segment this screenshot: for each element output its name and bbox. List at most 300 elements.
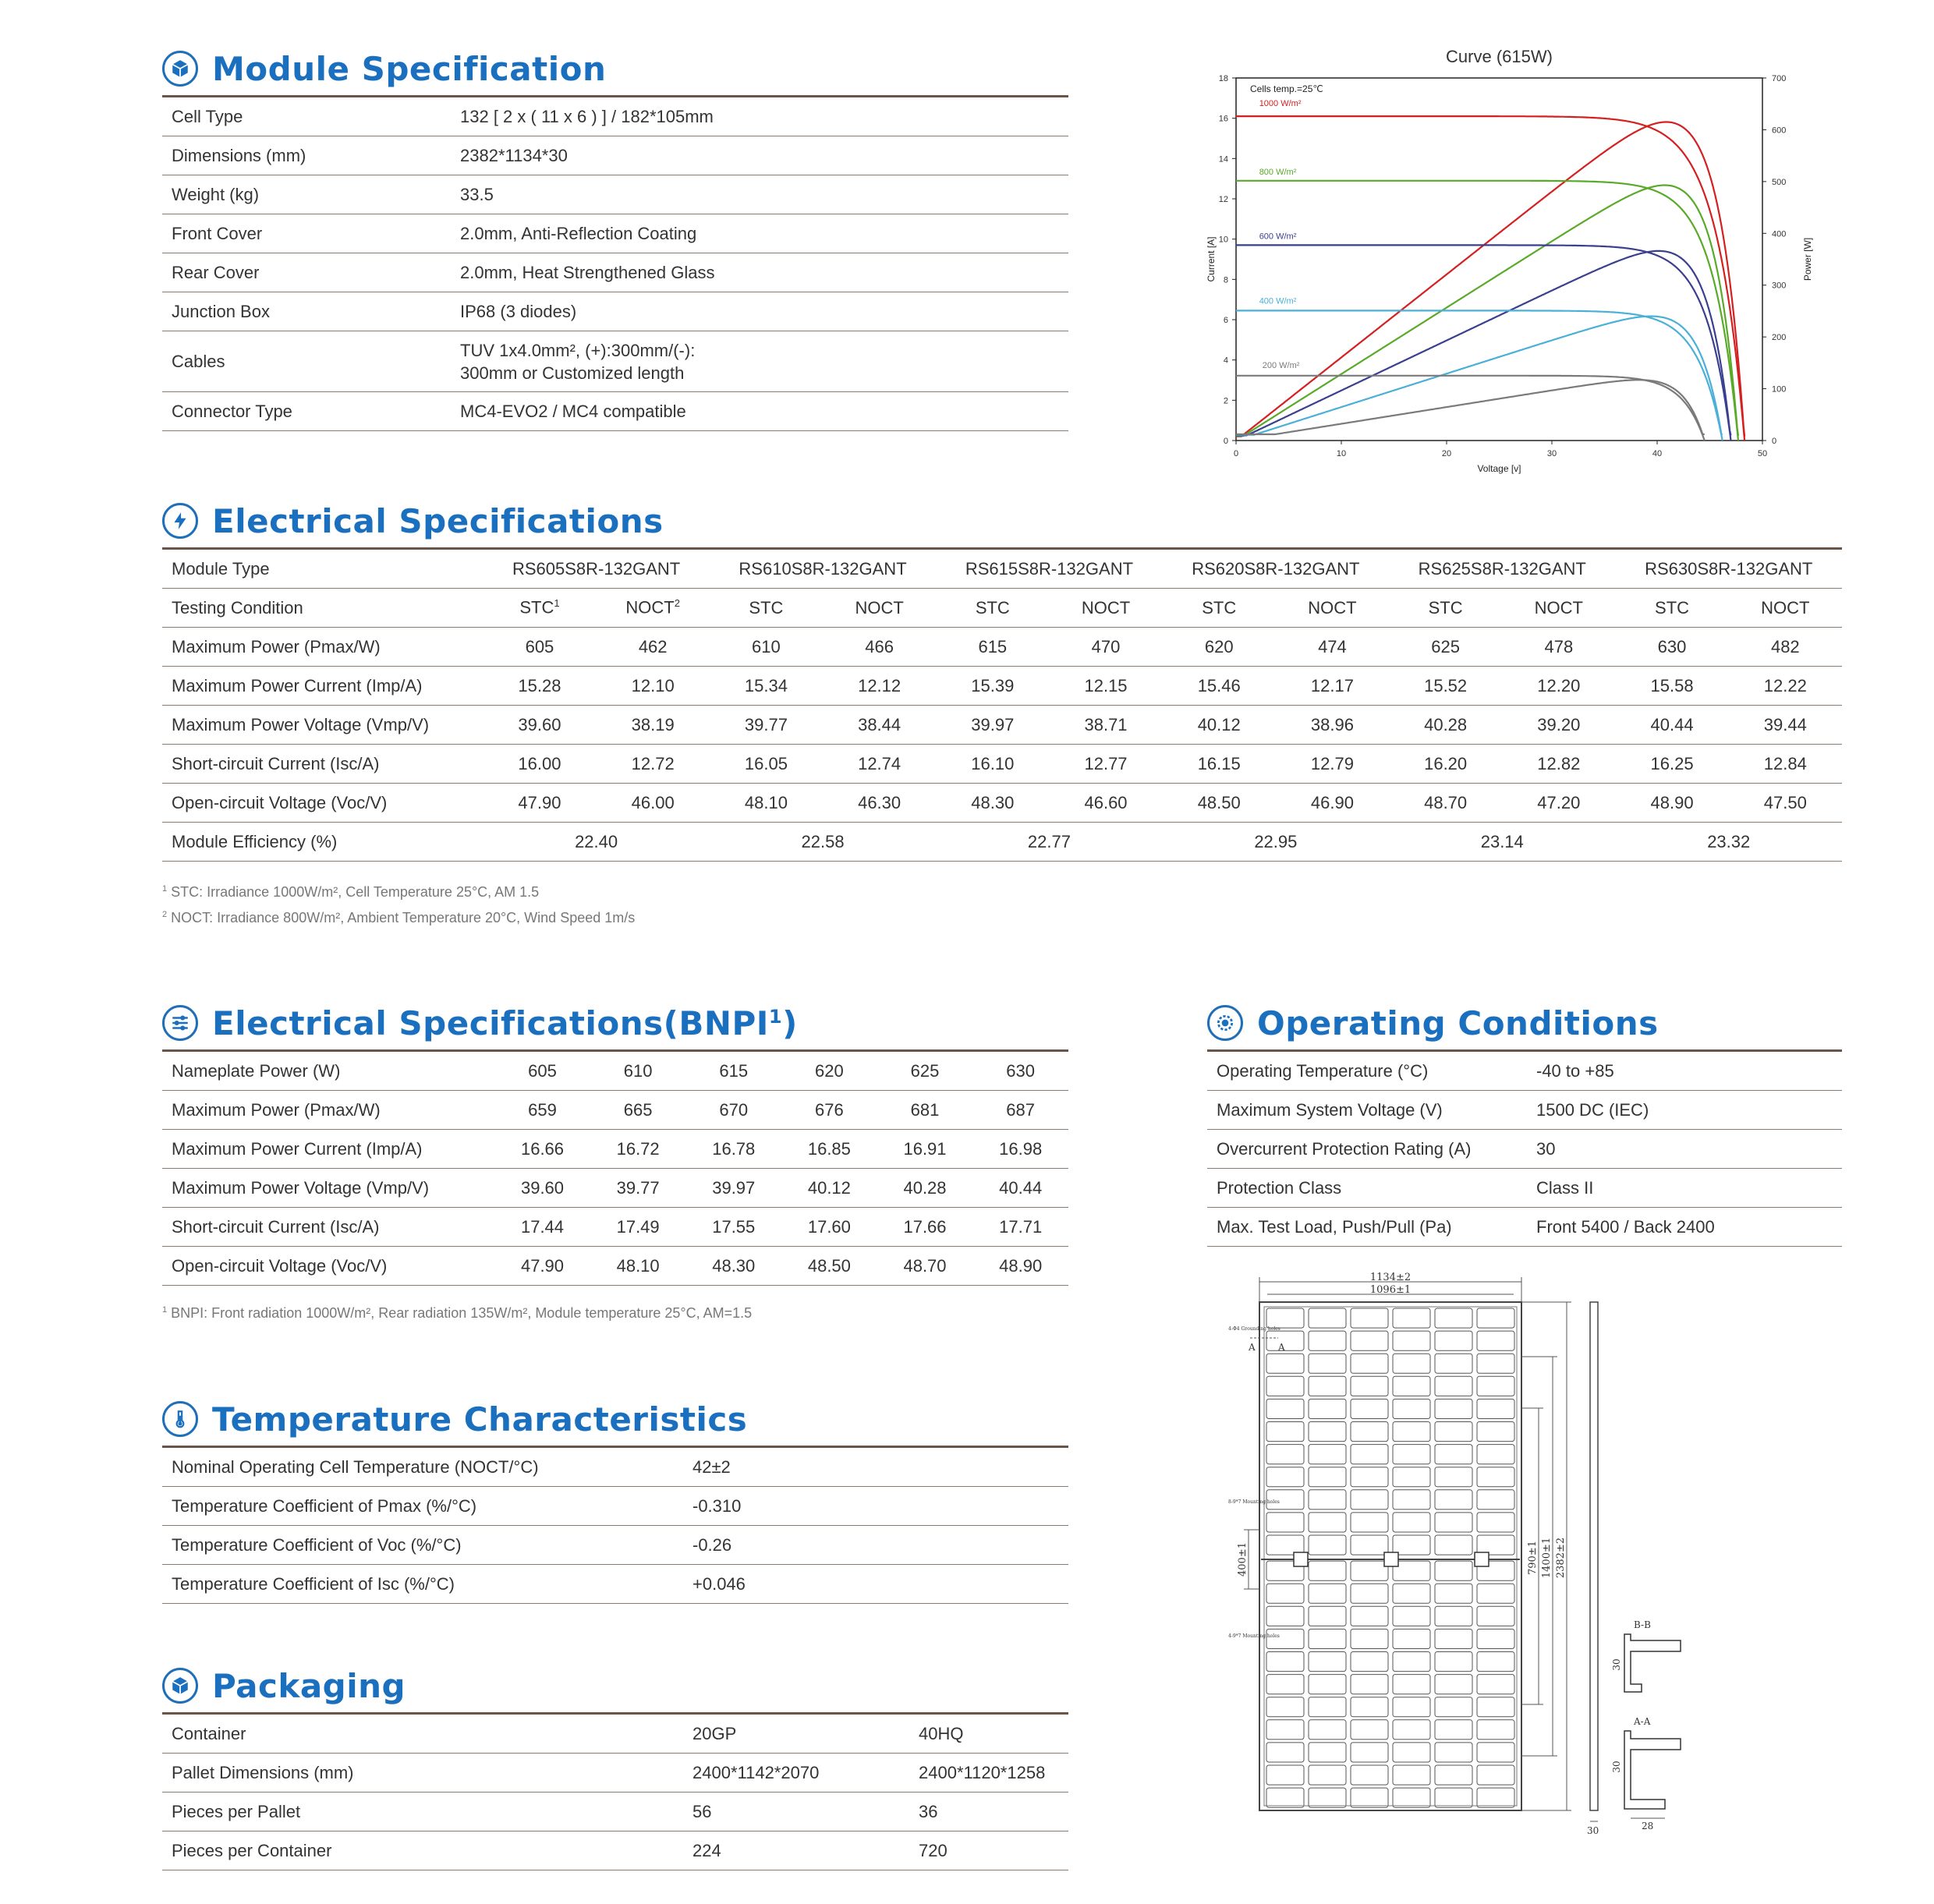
spec-label: Weight (kg) [162,175,451,214]
table-row [162,1169,1068,1208]
spec-value-text: TUV 1x4.0mm², (+):300mm/(-): [460,340,696,360]
solar-cell [1393,1675,1430,1694]
solar-cell [1393,1697,1430,1717]
bnpi-value: 39.60 [494,1169,590,1208]
solar-cell [1435,1399,1472,1418]
y2-tick-label: 300 [1772,281,1787,291]
param-value: 12.72 [597,745,710,784]
solar-cell [1477,1399,1514,1418]
model-name: RS610S8R-132GANT [710,549,936,589]
solar-cell [1393,1765,1430,1785]
dim-side-30: 30 [1587,1825,1599,1836]
series-label: 1000 W/m² [1259,99,1302,109]
table-row [162,1130,1068,1169]
bnpi-value: 665 [590,1091,686,1130]
bnpi-value: 610 [590,1051,686,1091]
annotation: Cells temp.=25℃ [1250,83,1323,94]
spec-label: Front Cover [162,214,451,253]
param-value: 12.17 [1276,667,1389,706]
sliders-icon [162,1005,198,1041]
param-value: 39.60 [483,706,596,745]
param-value: 12.20 [1502,667,1615,706]
table-row [162,1754,1068,1793]
solar-cell [1393,1490,1430,1509]
solar-cell [1351,1765,1388,1785]
solar-cell [1351,1652,1388,1672]
spec-value-text: MC4-EVO2 / MC4 compatible [460,401,686,421]
param-value: 16.05 [710,745,823,784]
table-row [162,1831,1068,1870]
module-spec-table [162,95,1068,431]
solar-cell [1393,1422,1430,1442]
y2-tick-label: 400 [1772,229,1787,239]
box-icon [162,1668,198,1704]
solar-cell [1477,1376,1514,1396]
solar-cell [1477,1584,1514,1603]
bnpi-value: 605 [494,1051,590,1091]
param-value: 625 [1389,628,1502,667]
solar-cell [1309,1422,1346,1442]
section-bb-label: B-B [1634,1619,1651,1630]
y-tick-label: 12 [1218,195,1228,204]
table-row [1207,1091,1842,1130]
dim-1400: 1400±1 [1541,1537,1553,1579]
section-a-label-1: A [1249,1342,1256,1353]
solar-cell [1477,1331,1514,1350]
y-tick-label: 4 [1223,356,1228,366]
efficiency-value: 22.58 [710,823,936,862]
table-row [1207,1169,1842,1208]
solar-cell [1351,1445,1388,1464]
bnpi-label: Nameplate Power (W) [162,1051,494,1091]
solar-cell [1266,1788,1304,1807]
bnpi-value: 17.60 [781,1208,877,1247]
table-row [162,784,1842,823]
solar-cell [1435,1308,1472,1328]
param-value: 48.30 [936,784,1049,823]
solar-cell [1435,1697,1472,1717]
bnpi-value: 39.97 [685,1169,781,1208]
packaging-value-40hq: 720 [909,1831,1068,1870]
stc-label: STC [1389,589,1502,628]
table-row [1207,1208,1842,1247]
spec-value [451,392,1068,431]
solar-cell [1477,1308,1514,1328]
solar-cell [1351,1354,1388,1373]
solar-cell [1351,1788,1388,1807]
testing-row [162,589,1842,628]
solar-cell [1351,1308,1388,1328]
param-label: Maximum Power Voltage (Vmp/V) [162,706,483,745]
param-value: 48.50 [1163,784,1276,823]
packaging-table [162,1712,1068,1870]
bnpi-value: 620 [781,1051,877,1091]
solar-cell [1309,1513,1346,1532]
solar-cell [1393,1445,1430,1464]
solar-cell [1266,1513,1304,1532]
solar-cell [1351,1561,1388,1580]
solar-cell [1266,1675,1304,1694]
solar-cell [1435,1513,1472,1532]
spec-value [451,253,1068,292]
noct-label: NOCT [823,589,936,628]
efficiency-value: 22.95 [1163,823,1389,862]
param-value: 47.50 [1729,784,1842,823]
packaging-value-40hq: 2400*1120*1258 [909,1754,1068,1793]
solar-cell [1435,1652,1472,1672]
noct-label: NOCT [1049,589,1162,628]
bnpi-value: 17.71 [972,1208,1068,1247]
solar-cell [1309,1354,1346,1373]
solar-cell [1393,1606,1430,1626]
solar-cell [1309,1535,1346,1555]
param-value: 12.22 [1729,667,1842,706]
noct-label: NOCT [1276,589,1389,628]
y-axis-label: Current [A] [1206,236,1217,282]
param-value: 12.15 [1049,667,1162,706]
solar-cell [1266,1765,1304,1785]
solar-cell [1351,1720,1388,1739]
table-row [162,1208,1068,1247]
table-row [162,292,1068,331]
y2-tick-label: 700 [1772,74,1787,83]
table-row [162,1091,1068,1130]
temperature-value: -0.26 [683,1526,1068,1565]
table-row [162,1565,1068,1604]
x-tick-label: 40 [1652,449,1663,458]
param-value: 12.74 [823,745,936,784]
table-row [162,331,1068,392]
bnpi-value: 17.44 [494,1208,590,1247]
param-value: 482 [1729,628,1842,667]
y-tick-label: 6 [1223,316,1228,325]
junction-box-center [1384,1552,1398,1566]
solar-cell [1309,1331,1346,1350]
spec-label: Cell Type [162,97,451,136]
packaging-title: Packaging [212,1666,406,1705]
param-value: 38.19 [597,706,710,745]
solar-cell [1393,1331,1430,1350]
solar-cell [1266,1584,1304,1603]
x-tick-label: 10 [1336,449,1347,458]
side-profile [1590,1302,1598,1810]
spec-value [451,214,1068,253]
solar-cell [1393,1720,1430,1739]
solar-cell [1393,1308,1430,1328]
param-value: 15.34 [710,667,823,706]
solar-cell [1309,1675,1346,1694]
dim-790: 790±1 [1527,1541,1539,1575]
solar-cell [1477,1445,1514,1464]
solar-cell [1351,1584,1388,1603]
packaging-value-20gp: 2400*1142*2070 [683,1754,909,1793]
operating-label: Operating Temperature (°C) [1207,1051,1527,1091]
bnpi-value: 48.50 [781,1247,877,1286]
solar-cell [1477,1490,1514,1509]
bnpi-value: 625 [877,1051,973,1091]
testing-label: Testing Condition [162,589,483,628]
operating-label: Overcurrent Protection Rating (A) [1207,1130,1527,1169]
x-tick-label: 50 [1757,449,1768,458]
bnpi-value: 17.55 [685,1208,781,1247]
section-aa-label: A-A [1634,1716,1651,1727]
param-label: Open-circuit Voltage (Voc/V) [162,784,483,823]
solar-cell [1351,1697,1388,1717]
operating-value: 30 [1527,1130,1842,1169]
dim-width-inner: 1096±1 [1369,1284,1412,1296]
bnpi-value: 16.66 [494,1130,590,1169]
bnpi-value: 687 [972,1091,1068,1130]
bnpi-value: 48.10 [590,1247,686,1286]
solar-cell [1393,1652,1430,1672]
bnpi-table [162,1049,1068,1286]
efficiency-value: 23.14 [1389,823,1615,862]
electrical-spec-table [162,547,1842,862]
table-row [162,628,1842,667]
profile-bb [1624,1634,1681,1692]
temperature-heading [162,1396,747,1442]
table-row [1207,1130,1842,1169]
solar-cell [1477,1606,1514,1626]
solar-cell [1309,1765,1346,1785]
dim-28: 28 [1642,1821,1654,1831]
solar-cell [1435,1561,1472,1580]
series-label: 800 W/m² [1259,168,1297,177]
operating-label: Protection Class [1207,1169,1527,1208]
svg-text:30: 30 [1611,1761,1622,1773]
solar-cell [1477,1743,1514,1762]
packaging-label: Pieces per Container [162,1831,683,1870]
bnpi-label: Maximum Power (Pmax/W) [162,1091,494,1130]
solar-cell [1477,1697,1514,1717]
series-label: 200 W/m² [1262,361,1300,370]
spec-value-text: IP68 (3 diodes) [460,301,577,321]
solar-cell [1309,1652,1346,1672]
table-row [162,214,1068,253]
param-value: 15.46 [1163,667,1276,706]
gear-check-icon [1207,1005,1243,1041]
param-label: Maximum Power Current (Imp/A) [162,667,483,706]
solar-cell [1435,1535,1472,1555]
solar-cell [1435,1765,1472,1785]
x-tick-label: 20 [1441,449,1452,458]
noct-label: NOCT [1502,589,1615,628]
param-value: 15.28 [483,667,596,706]
solar-cell [1266,1467,1304,1487]
y-tick-label: 0 [1223,437,1228,446]
solar-cell [1477,1720,1514,1739]
dim-2382: 2382±2 [1555,1537,1567,1579]
bnpi-value: 39.77 [590,1169,686,1208]
electrical-spec-title: Electrical Specifications [212,501,664,540]
stc-label: STC [936,589,1049,628]
spec-value [451,175,1068,214]
iv-curve-svg [1185,39,1813,491]
table-row [162,1247,1068,1286]
spec-label: Cables [162,331,451,392]
solar-cell [1477,1629,1514,1648]
param-value: 630 [1615,628,1728,667]
solar-cell [1309,1399,1346,1418]
solar-cell [1393,1629,1430,1648]
table-row [162,667,1842,706]
efficiency-label: Module Efficiency (%) [162,823,483,862]
solar-cell [1351,1399,1388,1418]
spec-value [451,331,1068,392]
table-row [162,745,1842,784]
y2-tick-label: 200 [1772,333,1787,343]
solar-cell [1309,1720,1346,1739]
lightning-icon [162,503,198,539]
spec-value-text: 2.0mm, Anti-Reflection Coating [460,223,697,243]
temperature-label: Temperature Coefficient of Pmax (%/°C) [162,1487,683,1526]
bnpi-note: $^1$ BNPI: Front radiation 1000W/m², Rear radiation 135W/m², Module temperature 25°C, AM=1.5 [162,1305,753,1321]
model-name: RS615S8R-132GANT [936,549,1162,589]
solar-cell [1435,1467,1472,1487]
operating-label: Max. Test Load, Push/Pull (Pa) [1207,1208,1527,1247]
solar-cell [1393,1399,1430,1418]
solar-cell [1351,1535,1388,1555]
y2-tick-label: 100 [1772,384,1787,395]
table-row [1207,1051,1842,1091]
y2-axis-label: Power [W] [1802,237,1813,281]
solar-cell [1351,1606,1388,1626]
y-tick-label: 14 [1218,154,1228,165]
table-row [162,1526,1068,1565]
x-tick-label: 30 [1546,449,1557,458]
solar-cell [1266,1354,1304,1373]
cube-icon [162,51,198,87]
solar-cell [1393,1584,1430,1603]
module-drawing-svg [1213,1271,1712,1840]
bnpi-value: 40.28 [877,1169,973,1208]
chart-title: Curve (615W) [1446,47,1553,66]
spec-label: Dimensions (mm) [162,136,451,175]
efficiency-value: 22.77 [936,823,1162,862]
param-value: 39.97 [936,706,1049,745]
solar-cell [1351,1629,1388,1648]
param-value: 38.96 [1276,706,1389,745]
solar-cell [1435,1376,1472,1396]
param-value: 12.77 [1049,745,1162,784]
solar-cell [1266,1331,1304,1350]
spec-value [451,136,1068,175]
param-value: 16.25 [1615,745,1728,784]
solar-cell [1266,1422,1304,1442]
spec-value-text: 33.5 [460,184,494,204]
operating-table [1207,1049,1842,1247]
solar-cell [1393,1467,1430,1487]
solar-cell [1435,1606,1472,1626]
solar-cell [1477,1513,1514,1532]
table-row [162,253,1068,292]
bnpi-value: 670 [685,1091,781,1130]
spec-value-text: 132 [ 2 x ( 11 x 6 ) ] / 182*105mm [460,106,714,126]
mounting-holes-label-1: 8-9*7 Mounting holes [1228,1499,1280,1505]
stc-label: STC [1163,589,1276,628]
param-value: 40.12 [1163,706,1276,745]
bnpi-value: 17.66 [877,1208,973,1247]
stc-note: STC: Irradiance 1000W/m², Cell Temperature 25°C, AM 1.5 [171,884,540,900]
solar-cell [1309,1561,1346,1580]
bnpi-label: Short-circuit Current (Isc/A) [162,1208,494,1247]
bnpi-value: 16.98 [972,1130,1068,1169]
table-row [162,97,1068,136]
temperature-value: +0.046 [683,1565,1068,1604]
operating-value: 1500 DC (IEC) [1527,1091,1842,1130]
param-value: 15.39 [936,667,1049,706]
param-value: 16.10 [936,745,1049,784]
junction-box-right [1475,1552,1489,1566]
solar-cell [1435,1445,1472,1464]
param-value: 12.10 [597,667,710,706]
model-name: RS605S8R-132GANT [483,549,709,589]
model-name: RS630S8R-132GANT [1615,549,1842,589]
param-value: 48.10 [710,784,823,823]
solar-cell [1477,1354,1514,1373]
iv-curve-2 [1236,245,1731,441]
model-name: RS620S8R-132GANT [1163,549,1389,589]
param-value: 47.90 [483,784,596,823]
solar-cell [1351,1331,1388,1350]
spec-label: Connector Type [162,392,451,431]
solar-cell [1309,1629,1346,1648]
section-a-label-2: A [1278,1342,1285,1353]
spec-value-text: 2382*1134*30 [460,145,568,165]
bnpi-title: Electrical Specifications(BNPI$^1$) [212,1003,798,1042]
packaging-heading [162,1662,406,1709]
module-spec-title: Module Specification [212,49,607,88]
param-value: 12.79 [1276,745,1389,784]
param-value: 38.71 [1049,706,1162,745]
solar-cell [1477,1652,1514,1672]
solar-cell [1266,1743,1304,1762]
solar-cell [1393,1788,1430,1807]
solar-cell [1435,1720,1472,1739]
param-value: 46.60 [1049,784,1162,823]
packaging-label: Container [162,1714,683,1754]
bnpi-heading [162,1000,798,1046]
param-value: 16.15 [1163,745,1276,784]
spec-value-text: 2.0mm, Heat Strengthened Glass [460,262,715,282]
bnpi-value: 40.12 [781,1169,877,1208]
series-label: 400 W/m² [1259,296,1297,306]
bnpi-value: 16.85 [781,1130,877,1169]
spec-label: Junction Box [162,292,451,331]
module-type-label: Module Type [162,549,483,589]
param-value: 605 [483,628,596,667]
table-row [162,1793,1068,1831]
bnpi-value: 659 [494,1091,590,1130]
stc-label: STC [710,589,823,628]
mounting-holes-label-2: 4-9*7 Mounting holes [1228,1633,1280,1639]
param-value: 46.90 [1276,784,1389,823]
solar-cell [1351,1490,1388,1509]
operating-value: Front 5400 / Back 2400 [1527,1208,1842,1247]
spec-value-text-2: 300mm or Customized length [460,363,685,383]
operating-value: Class II [1527,1169,1842,1208]
param-label: Maximum Power (Pmax/W) [162,628,483,667]
bnpi-label: Maximum Power Current (Imp/A) [162,1130,494,1169]
packaging-label: Pieces per Pallet [162,1793,683,1831]
y2-tick-label: 500 [1772,177,1787,187]
solar-cell [1393,1354,1430,1373]
solar-cell [1309,1445,1346,1464]
efficiency-value: 23.32 [1615,823,1842,862]
solar-cell [1477,1675,1514,1694]
temperature-title: Temperature Characteristics [212,1400,748,1439]
solar-cell [1435,1675,1472,1694]
